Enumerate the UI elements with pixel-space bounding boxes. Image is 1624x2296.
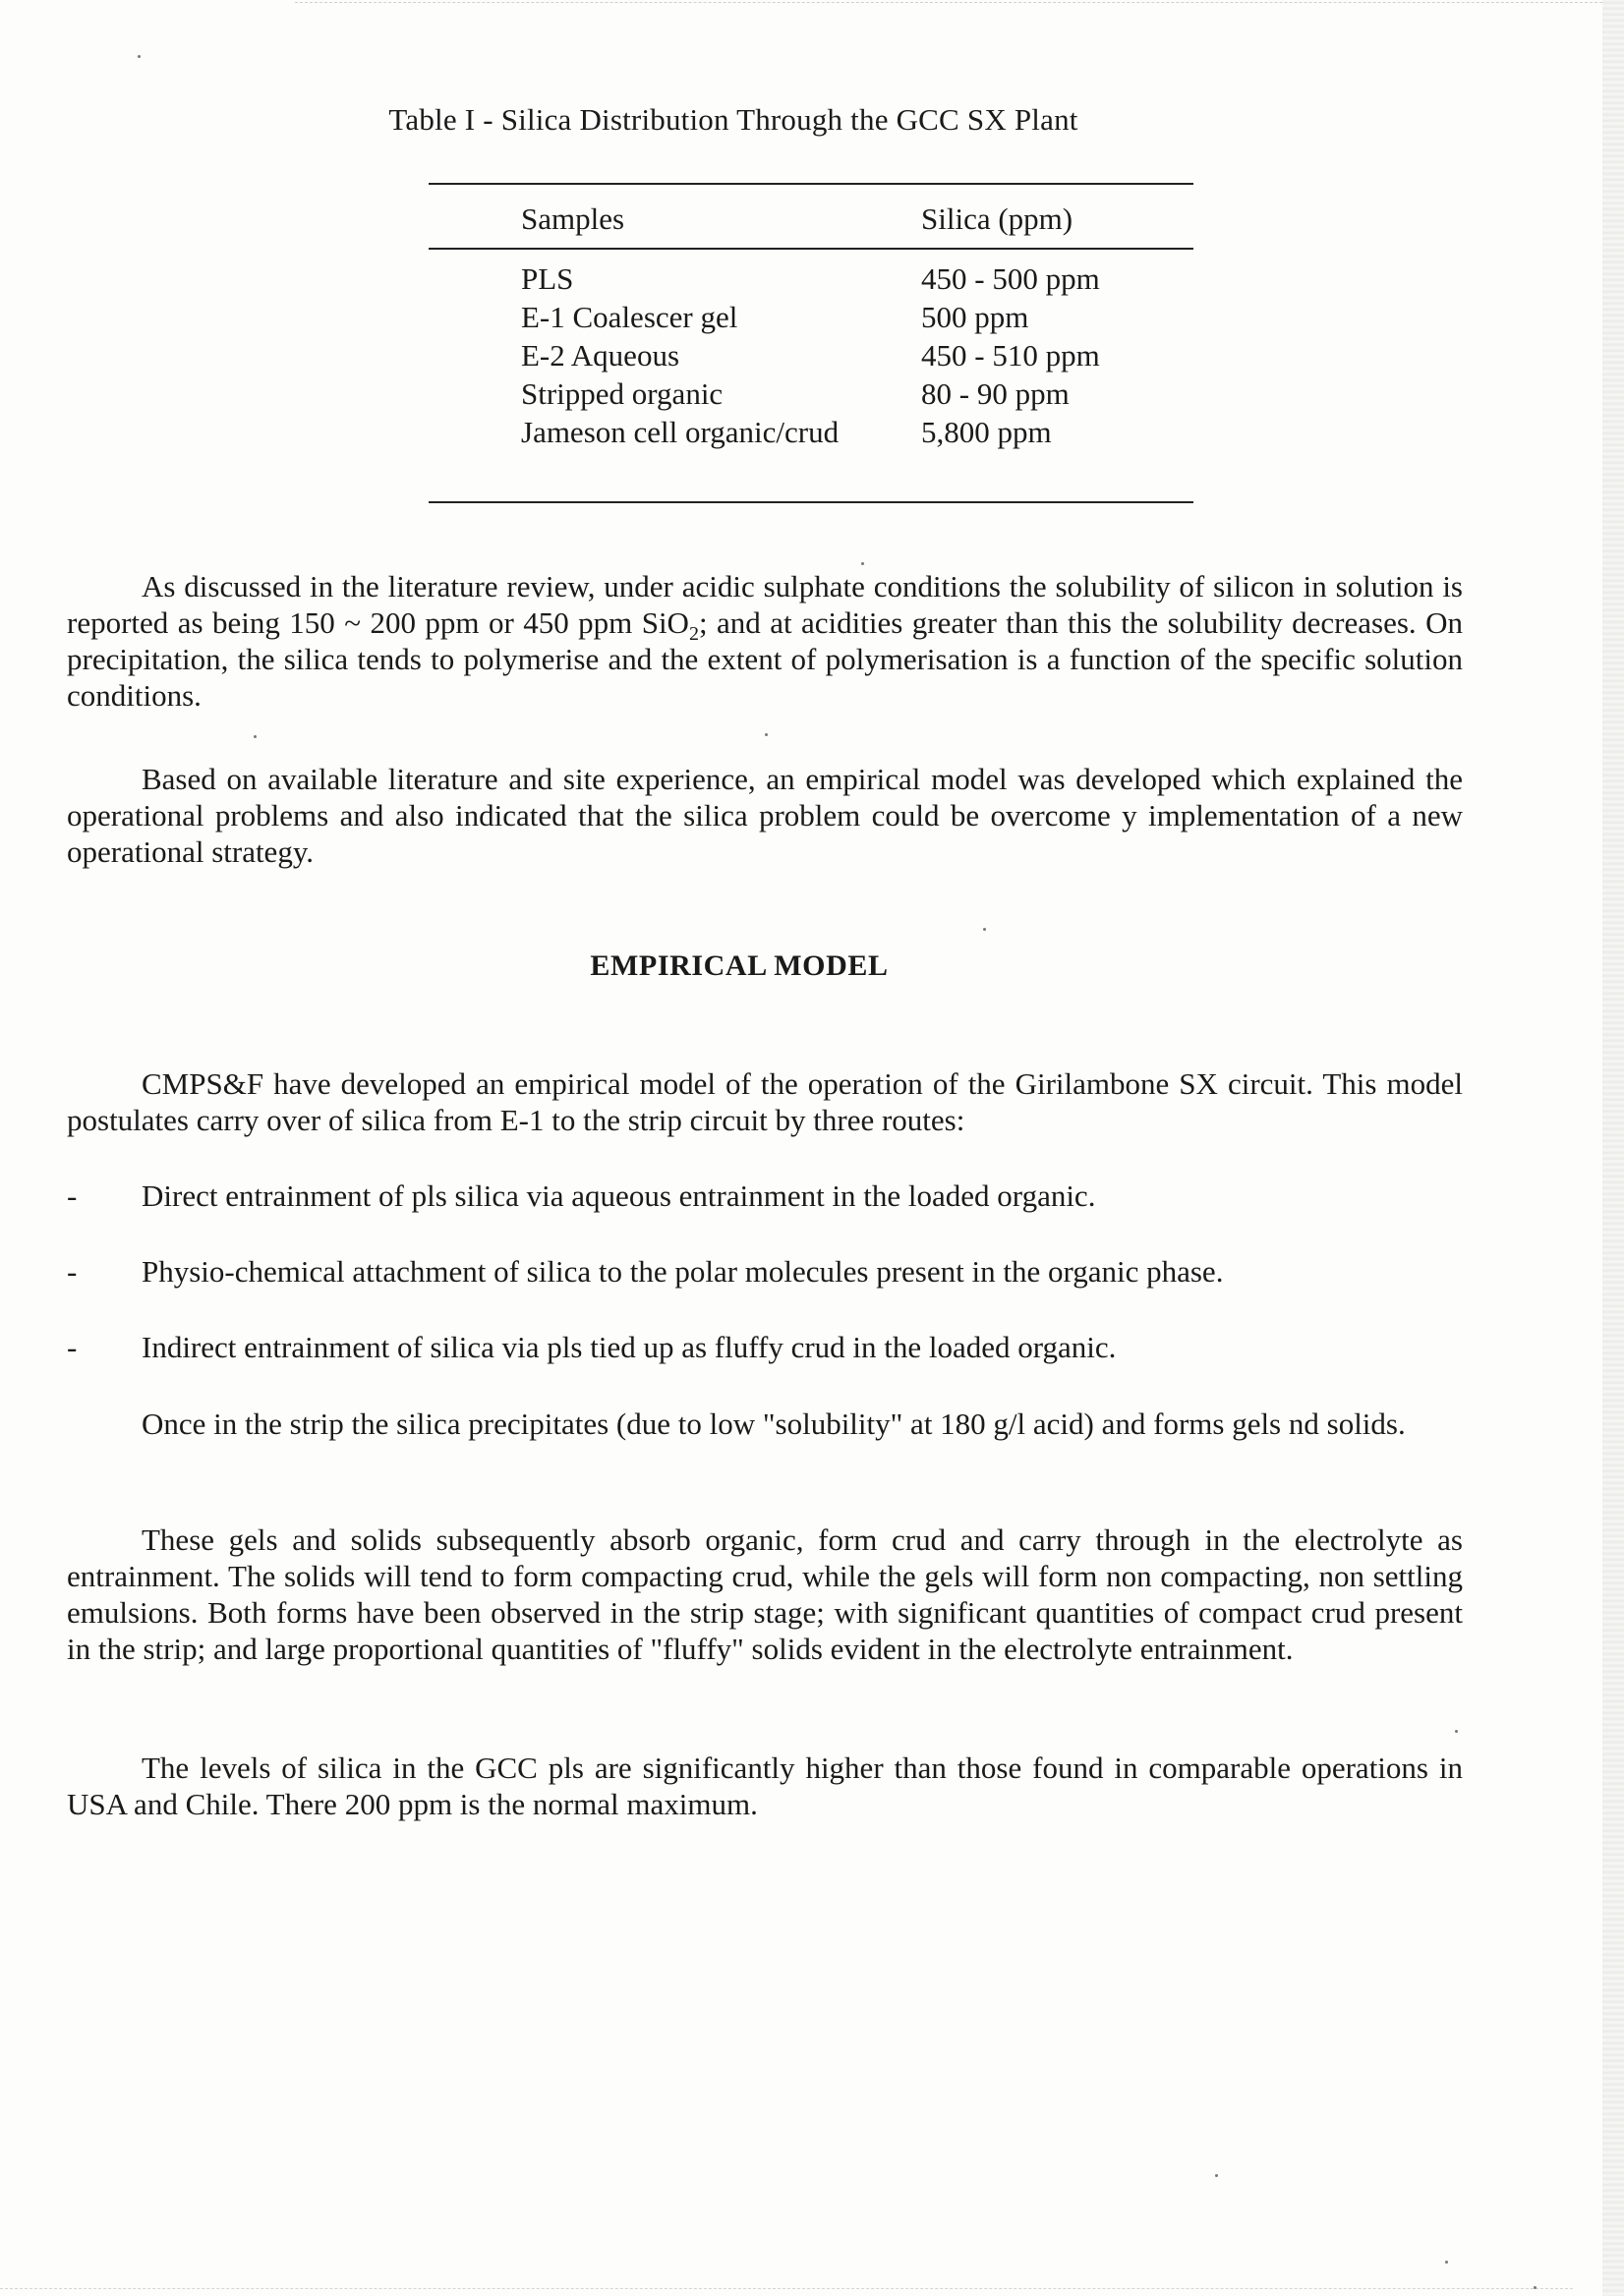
table-body [429, 250, 1193, 453]
paragraph-empirical-intro-text: Based on available literature and site experience, an empirical model was developed which explained the operational problems and also indicated that the silica problem could be overcome y implementation of a new operational strategy. [67, 762, 1463, 869]
scan-speck [983, 928, 986, 931]
subscript-2: 2 [688, 623, 699, 646]
paragraph-solubility-text-b: ; and at acidities greater than this the solubility decreases. On precipitation, the silica tends to polymerise and the extent of polymerisation is a function of the specific solution conditions. [67, 605, 1463, 713]
table-row [429, 261, 1193, 300]
table-row [429, 300, 1193, 338]
bullet-text: Indirect entrainment of silica via pls tied up as fluffy crud in the loaded organic. [142, 1330, 1117, 1364]
silica-distribution-table [429, 183, 1193, 503]
cell-sample: E-2 Aqueous [521, 338, 680, 373]
scan-edge-top [295, 2, 1602, 6]
header-silica: Silica (ppm) [921, 201, 1073, 236]
cell-silica: 450 - 510 ppm [921, 338, 1100, 373]
paragraph-solubility [67, 568, 1463, 714]
scan-speck [1455, 1730, 1458, 1733]
paragraph-precipitation [67, 1406, 1463, 1442]
paragraph-gels-solids-text: These gels and solids subsequently absorb organic, form crud and carry through in the electrolyte as entrainment. The solids will tend to form compacting crud, while the gels will form non compacting, non settling emulsions. Both forms have been observed in the strip stage; with significant quantities of compact crud present in the strip; and large proportional quantities of "fluffy" solids evident in the electrolyte entrainment. [67, 1522, 1463, 1666]
bullet-marker: - [67, 1254, 78, 1289]
header-samples: Samples [521, 201, 625, 236]
scan-speck [1215, 2174, 1218, 2177]
scan-speck [254, 735, 257, 738]
bullet-text: Direct entrainment of pls silica via aqueous entrainment in the loaded organic. [142, 1178, 1096, 1213]
scan-speck [765, 733, 768, 736]
scan-edge-bottom [0, 2288, 1573, 2292]
scan-speck [1445, 2261, 1448, 2264]
bullet-text: Physio-chemical attachment of silica to the polar molecules present in the organic phase. [142, 1254, 1224, 1289]
table-row [429, 376, 1193, 415]
paragraph-solubility-text-a: As discussed in the literature review, under acidic sulphate conditions the solubility of silicon in solution is reported as being 150 ~ 200 ppm or 450 ppm SiO [67, 569, 1463, 640]
cell-sample: Stripped organic [521, 376, 724, 411]
paragraph-levels [67, 1750, 1463, 1822]
table-caption: Table I - Silica Distribution Through the GCC SX Plant [388, 102, 1078, 137]
table-row [429, 415, 1193, 453]
paragraph-levels-text: The levels of silica in the GCC pls are significantly higher than those found in comparable operations in USA and Chile. There 200 ppm is the normal maximum. [67, 1751, 1463, 1821]
cell-silica: 5,800 ppm [921, 415, 1052, 449]
bullet-marker: - [67, 1330, 78, 1364]
bullet-marker: - [67, 1178, 78, 1213]
cell-silica: 500 ppm [921, 300, 1029, 334]
paragraph-empirical-intro [67, 761, 1463, 870]
table-header-row [429, 185, 1193, 250]
scan-edge-right [1602, 0, 1624, 2296]
scan-speck [1534, 2286, 1537, 2289]
cell-silica: 450 - 500 ppm [921, 261, 1100, 296]
cell-sample: PLS [521, 261, 574, 296]
scan-speck [138, 55, 141, 58]
paragraph-model-text: CMPS&F have developed an empirical model of the operation of the Girilambone SX circuit. This model postulates carry over of silica from E-1 to the strip circuit by three routes: [67, 1066, 1463, 1137]
paragraph-gels-solids [67, 1521, 1463, 1667]
cell-sample: E-1 Coalescer gel [521, 300, 738, 334]
cell-silica: 80 - 90 ppm [921, 376, 1070, 411]
paragraph-precipitation-text: Once in the strip the silica precipitates (due to low "solubility" at 180 g/l acid) and forms gels nd solids. [142, 1406, 1406, 1441]
cell-sample: Jameson cell organic/crud [521, 415, 840, 449]
table-row [429, 338, 1193, 376]
section-heading: EMPIRICAL MODEL [590, 949, 889, 982]
scan-speck [861, 562, 864, 565]
paragraph-model [67, 1065, 1463, 1138]
